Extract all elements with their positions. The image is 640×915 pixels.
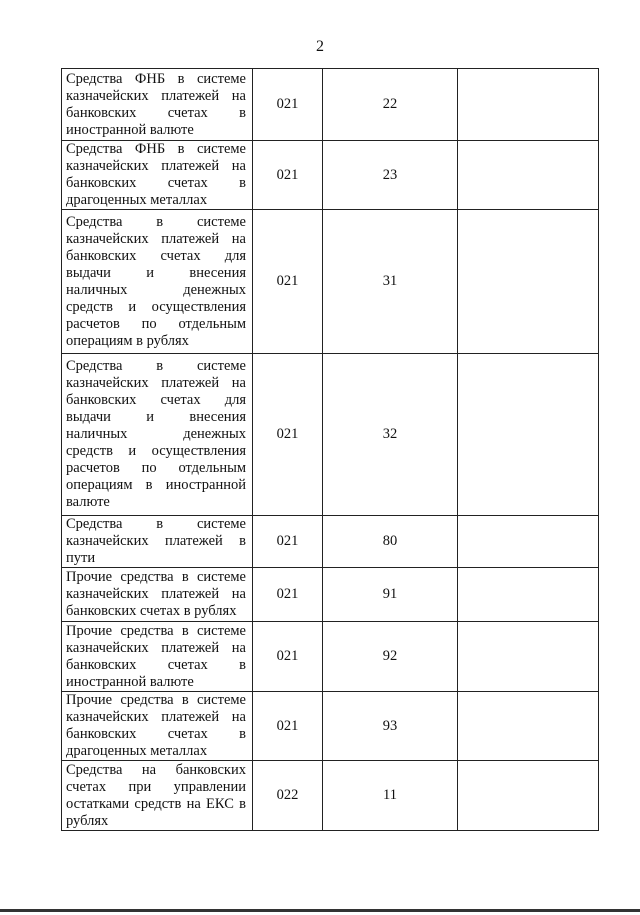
- row-code2-cell: 11: [323, 761, 458, 831]
- row-name-line: расчетов по отдельным: [66, 315, 246, 332]
- row-name-line: драгоценных металлах: [66, 743, 208, 759]
- row-name-cell: [62, 516, 253, 568]
- row-empty-cell: [458, 692, 599, 761]
- row-name-line: выдачи и внесения: [66, 264, 246, 281]
- row-code2-cell: 31: [323, 210, 458, 354]
- row-name-cell: [62, 568, 253, 622]
- row-name-line: Средства ФНБ в системе: [66, 70, 246, 87]
- row-name-line: казначейских платежей на: [66, 586, 246, 602]
- row-name-line: казначейских платежей в: [66, 533, 246, 549]
- accounts-table: [61, 68, 599, 831]
- row-name-line: рублях: [66, 812, 109, 829]
- row-empty-cell: [458, 516, 599, 568]
- row-name-line: Прочие средства в системе: [66, 569, 246, 585]
- row-name-line: Средства на банковских: [66, 761, 246, 778]
- row-name-line: банковских счетах в: [66, 104, 246, 121]
- row-name-line: средств и осуществления: [66, 298, 246, 315]
- row-name-line: наличных денежных: [66, 281, 246, 298]
- row-name-text: [62, 762, 252, 830]
- row-code2-cell: 93: [323, 692, 458, 761]
- row-name-line: Прочие средства в системе: [66, 692, 246, 708]
- row-code1-cell: 021: [253, 516, 323, 568]
- row-name-line: валюте: [66, 494, 110, 510]
- row-name-text: [62, 71, 252, 139]
- row-name-text: [62, 516, 252, 567]
- row-name-line: казначейских платежей на: [66, 158, 246, 174]
- row-name-text: [62, 214, 252, 350]
- row-code1-cell: 021: [253, 692, 323, 761]
- table-row: [62, 210, 599, 354]
- row-name-line: Средства в системе: [66, 358, 246, 374]
- table-row: [62, 568, 599, 622]
- row-name-line: банковских счетах в: [66, 175, 246, 191]
- row-name-line: банковских счетах в: [66, 656, 246, 673]
- row-name-line: казначейских платежей на: [66, 230, 246, 247]
- row-name-line: иностранной валюте: [66, 121, 194, 138]
- row-name-cell: [62, 141, 253, 210]
- table-row: [62, 354, 599, 516]
- row-name-line: банковских счетах в рублях: [66, 603, 237, 619]
- row-code1-cell: 021: [253, 622, 323, 692]
- row-empty-cell: [458, 141, 599, 210]
- row-code1-cell: 021: [253, 568, 323, 622]
- table-row: [62, 622, 599, 692]
- row-name-line: Средства в системе: [66, 213, 246, 230]
- row-name-line: банковских счетах для: [66, 247, 246, 264]
- row-name-text: [62, 141, 252, 209]
- row-empty-cell: [458, 622, 599, 692]
- row-code1-cell: 022: [253, 761, 323, 831]
- row-name-line: выдачи и внесения: [66, 409, 246, 425]
- row-name-line: остатками средств на ЕКС в: [66, 795, 246, 812]
- row-name-line: казначейских платежей на: [66, 709, 246, 725]
- row-name-line: счетах при управлении: [66, 778, 246, 795]
- row-name-line: казначейских платежей на: [66, 639, 246, 656]
- row-code1-cell: 021: [253, 69, 323, 141]
- row-name-line: Прочие средства в системе: [66, 622, 246, 639]
- row-name-line: операциям в рублях: [66, 332, 189, 349]
- row-code2-cell: 80: [323, 516, 458, 568]
- row-name-cell: [62, 210, 253, 354]
- row-code2-cell: 32: [323, 354, 458, 516]
- table-row: [62, 516, 599, 568]
- table-row: [62, 141, 599, 210]
- row-name-line: драгоценных металлах: [66, 192, 208, 208]
- row-name-cell: [62, 69, 253, 141]
- row-name-text: [62, 358, 252, 511]
- row-empty-cell: [458, 354, 599, 516]
- row-empty-cell: [458, 761, 599, 831]
- row-name-cell: [62, 622, 253, 692]
- row-name-line: казначейских платежей на: [66, 375, 246, 391]
- row-name-cell: [62, 692, 253, 761]
- row-code2-cell: 23: [323, 141, 458, 210]
- row-name-line: банковских счетах для: [66, 392, 246, 408]
- row-name-line: банковских счетах в: [66, 726, 246, 742]
- row-name-text: [62, 692, 252, 760]
- row-name-text: [62, 623, 252, 691]
- row-empty-cell: [458, 69, 599, 141]
- table-row: [62, 761, 599, 831]
- row-code2-cell: 91: [323, 568, 458, 622]
- row-name-cell: [62, 761, 253, 831]
- row-name-line: пути: [66, 550, 96, 566]
- page-number: 2: [316, 38, 324, 55]
- table-row: [62, 69, 599, 141]
- row-name-line: средств и осуществления: [66, 443, 246, 459]
- row-code1-cell: 021: [253, 141, 323, 210]
- row-name-line: иностранной валюте: [66, 673, 194, 690]
- row-name-line: расчетов по отдельным: [66, 460, 246, 476]
- row-code2-cell: 92: [323, 622, 458, 692]
- row-name-line: наличных денежных: [66, 426, 246, 442]
- row-name-cell: [62, 354, 253, 516]
- row-name-line: Средства в системе: [66, 516, 246, 532]
- row-name-line: казначейских платежей на: [66, 87, 246, 104]
- row-code2-cell: 22: [323, 69, 458, 141]
- row-name-line: операциям в иностранной: [66, 477, 246, 493]
- row-empty-cell: [458, 568, 599, 622]
- row-code1-cell: 021: [253, 210, 323, 354]
- scan-edge-line: [0, 909, 640, 912]
- row-empty-cell: [458, 210, 599, 354]
- row-name-line: Средства ФНБ в системе: [66, 141, 246, 157]
- row-name-text: [62, 569, 252, 620]
- row-code1-cell: 021: [253, 354, 323, 516]
- table-row: [62, 692, 599, 761]
